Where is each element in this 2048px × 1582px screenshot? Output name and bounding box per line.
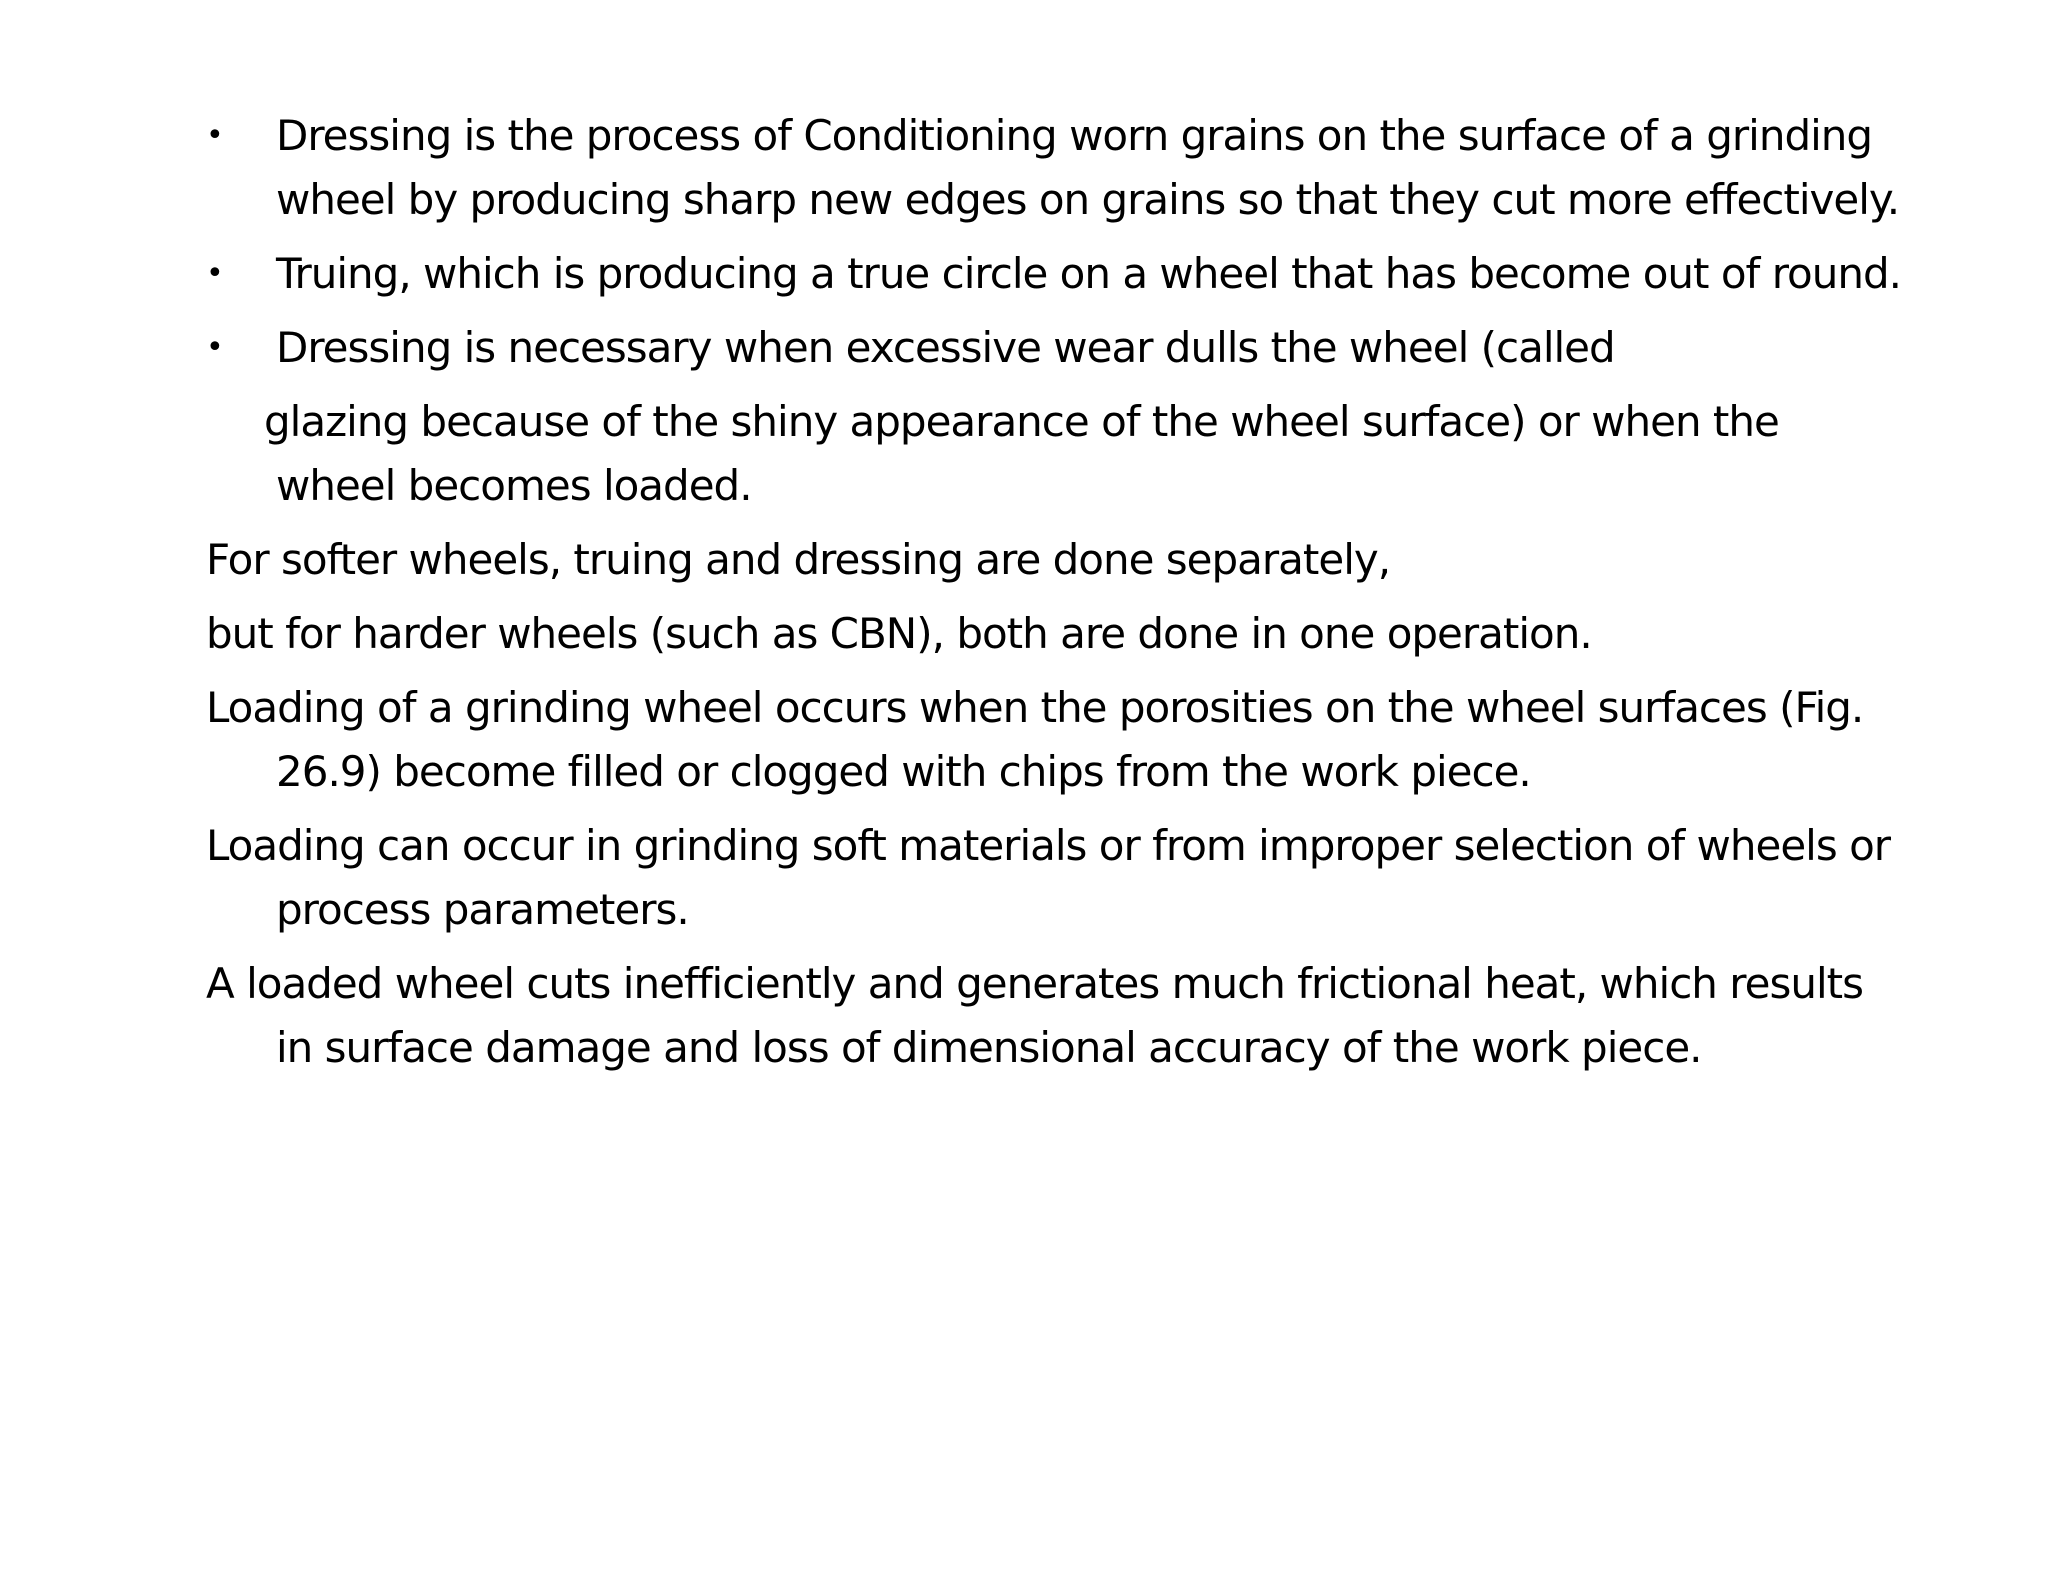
paragraph-softer-wheels: For softer wheels, truing and dressing are done separately, [206,535,1391,584]
bullet-continuation-line: glazing because of the shiny appearance of the wheel surface) or when the [264,397,1779,446]
bullet-text: Dressing is necessary when excessive wear dulls the wheel (called [276,323,1615,372]
paragraph-loaded-wheel-effects: A loaded wheel cuts inefficiently and generates much frictional heat, which results in surface damage and loss of dimensional accuracy of the work piece. [206,959,1863,1072]
bullet-item-dressing-definition [206,104,1906,232]
paragraph-harder-wheels: but for harder wheels (such as CBN), both are done in one operation. [206,609,1592,658]
bullet-text: Truing, which is producing a true circle on a wheel that has become out of round. [276,249,1901,298]
bullet-icon: • [206,256,223,291]
bullet-icon: • [206,118,223,153]
bullet-continuation-line: wheel becomes loaded. [276,461,752,510]
bullet-icon: • [206,330,223,365]
bullet-text: Dressing is the process of Conditioning worn grains on the surface of a grinding wheel by producing sharp new edges on grains so that they cut more effectively. [276,111,1900,224]
paragraph-loading-causes: Loading can occur in grinding soft materials or from improper selection of wheels or process parameters. [206,821,1891,934]
bullet-item-truing [206,242,1906,306]
bullet-item-dressing-necessary [206,316,1906,380]
slide-body [206,104,1906,1080]
paragraph-loading-definition: Loading of a grinding wheel occurs when the porosities on the wheel surfaces (Fig. 26.9) become filled or clogged with chips from the work piece. [206,683,1864,796]
